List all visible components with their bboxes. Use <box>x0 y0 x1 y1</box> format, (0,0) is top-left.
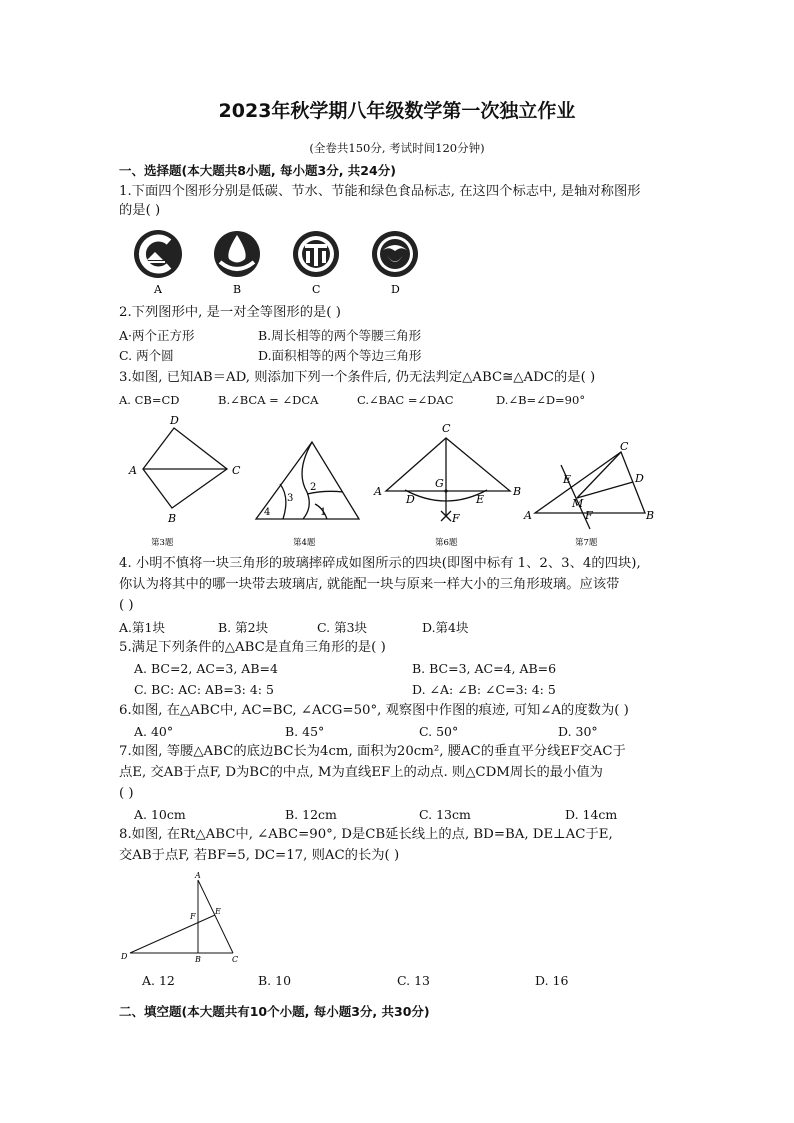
q8-label-f: F <box>190 912 196 921</box>
logo-b-label: B <box>233 283 242 296</box>
q8-option-c: C. 13 <box>397 973 430 988</box>
fig6-label-f: F <box>452 512 460 525</box>
fig3-label-b: B <box>168 512 177 525</box>
q5-option-b: B. BC=3, AC=4, AB=6 <box>412 661 557 676</box>
fig4-label-2: 2 <box>310 482 317 493</box>
q4-option-d: D.第4块 <box>422 620 469 635</box>
q2-stem: 2.下列图形中, 是一对全等图形的是( ) <box>119 305 341 320</box>
q2-option-b: B.周长相等的两个等腰三角形 <box>258 328 422 343</box>
q1-line-1: 1.下面四个图形分别是低碳、节水、节能和绿色食品标志, 在这四个标志中, 是轴对称图形 <box>119 184 641 199</box>
q3-option-d: D.∠B=∠D=90° <box>496 393 586 407</box>
q5-option-d: D. ∠A: ∠B: ∠C=3: 4: 5 <box>412 682 556 697</box>
figure-4-broken-triangle <box>256 442 359 519</box>
q7-line-3: ( ) <box>119 786 134 801</box>
fig7-label-a: A <box>524 509 532 522</box>
fig6-label-g: G <box>435 477 444 490</box>
fig4-caption: 第4题 <box>293 538 316 548</box>
q2-option-c: C. 两个圆 <box>119 348 174 363</box>
fig6-label-a: A <box>374 485 382 498</box>
q1-logos-figure <box>125 222 425 297</box>
fig7-label-c: C <box>620 440 629 453</box>
q5-option-c: C. BC: AC: AB=3: 4: 5 <box>134 682 274 697</box>
section-2-title: 二、填空题(本大题共有10个小题, 每小题3分, 共30分) <box>119 1004 430 1019</box>
fig7-label-d: D <box>635 472 644 485</box>
logo-c-label: C <box>312 283 321 296</box>
q3-option-a: A. CB=CD <box>119 393 180 407</box>
fig7-caption: 第7题 <box>575 538 598 548</box>
q7-line-2: 点E, 交AB于点F, D为BC的中点, M为直线EF上的动点. 则△CDM周长的最小值为 <box>119 765 603 780</box>
fig3-label-c: C <box>232 464 241 477</box>
fig3-label-d: D <box>170 414 179 427</box>
fig4-label-4: 4 <box>264 507 271 518</box>
q5-stem: 5.满足下列条件的△ABC是直角三角形的是( ) <box>119 640 386 655</box>
q8-label-e: E <box>215 907 221 916</box>
q6-option-d: D. 30° <box>558 724 598 739</box>
energy-saving-logo-icon <box>293 231 339 277</box>
green-food-logo-icon <box>372 231 418 277</box>
q4-option-c: C. 第3块 <box>317 620 368 635</box>
q7-option-c: C. 13cm <box>419 807 471 822</box>
q4-line-1: 4. 小明不慎将一块三角形的玻璃摔碎成如图所示的四块(即图中标有 1、2、3、4的四块), <box>119 556 641 571</box>
page-title: 2023年秋学期八年级数学第一次独立作业 <box>218 100 576 122</box>
figures-row <box>115 412 675 552</box>
fig3-label-a: A <box>129 464 137 477</box>
figure-6-construction <box>386 438 510 521</box>
q7-option-a: A. 10cm <box>134 807 186 822</box>
q5-option-a: A. BC=2, AC=3, AB=4 <box>134 661 278 676</box>
q8-label-b: B <box>195 955 201 964</box>
page-subtitle: (全卷共150分, 考试时间120分钟) <box>309 141 485 155</box>
q8-option-d: D. 16 <box>535 973 569 988</box>
q2-option-d: D.面积相等的两个等边三角形 <box>258 348 422 363</box>
fig6-label-c: C <box>442 422 451 435</box>
q4-line-3: ( ) <box>119 598 134 613</box>
fig6-label-d: D <box>406 493 415 506</box>
q8-line-1: 8.如图, 在Rt△ABC中, ∠ABC=90°, D是CB延长线上的点, BD=BA, DE⊥AC于E, <box>119 827 613 842</box>
q4-line-2: 你认为将其中的哪一块带去玻璃店, 就能配一块与原来一样大小的三角形玻璃。应该带 <box>119 577 620 592</box>
q4-option-b: B. 第2块 <box>218 620 269 635</box>
q8-label-a: A <box>195 871 201 880</box>
q7-line-1: 7.如图, 等腰△ABC的底边BC长为4cm, 面积为20cm², 腰AC的垂直平分线EF交AC于 <box>119 744 626 759</box>
fig6-label-e: E <box>476 493 485 506</box>
q8-line-2: 交AB于点F, 若BF=5, DC=17, 则AC的长为( ) <box>119 848 400 863</box>
q2-option-a: A·两个正方形 <box>119 328 195 343</box>
q3-option-b: B.∠BCA = ∠DCA <box>218 393 319 407</box>
q6-option-a: A. 40° <box>134 724 174 739</box>
fig6-label-b: B <box>513 485 522 498</box>
q8-label-d: D <box>121 952 128 961</box>
q6-option-b: B. 45° <box>285 724 325 739</box>
q8-triangle-lines <box>130 880 233 953</box>
q7-option-b: B. 12cm <box>285 807 337 822</box>
q7-option-d: D. 14cm <box>565 807 618 822</box>
q6-stem: 6.如图, 在△ABC中, AC=BC, ∠ACG=50°, 观察图中作图的痕迹, 可知∠A的度数为( ) <box>119 703 629 718</box>
q8-option-b: B. 10 <box>258 973 292 988</box>
fig4-label-1: 1 <box>320 507 327 518</box>
q4-option-a: A.第1块 <box>119 620 165 635</box>
q1-line-2: 的是( ) <box>119 203 161 218</box>
low-carbon-logo-icon <box>134 230 182 278</box>
fig4-label-3: 3 <box>287 493 294 504</box>
fig6-caption: 第6题 <box>435 538 458 548</box>
fig7-label-e: E <box>563 473 572 486</box>
water-saving-logo-icon <box>214 231 260 277</box>
fig3-caption: 第3题 <box>151 538 174 548</box>
figure-3-kite <box>143 428 227 508</box>
fig7-label-m: M <box>572 497 584 510</box>
q6-option-c: C. 50° <box>419 724 459 739</box>
logo-a-label: A <box>154 283 162 296</box>
q8-label-c: C <box>232 955 239 964</box>
q3-option-c: C.∠BAC =∠DAC <box>357 393 454 407</box>
fig7-label-f: F <box>585 509 593 522</box>
q8-figure <box>118 868 248 968</box>
q8-option-a: A. 12 <box>142 973 175 988</box>
fig7-label-b: B <box>646 509 655 522</box>
section-1-title: 一、选择题(本大题共8小题, 每小题3分, 共24分) <box>119 163 396 178</box>
logo-d-label: D <box>391 283 400 296</box>
q3-stem: 3.如图, 已知AB＝AD, 则添加下列一个条件后, 仍无法判定△ABC≅△ADC的是( ) <box>119 370 596 385</box>
